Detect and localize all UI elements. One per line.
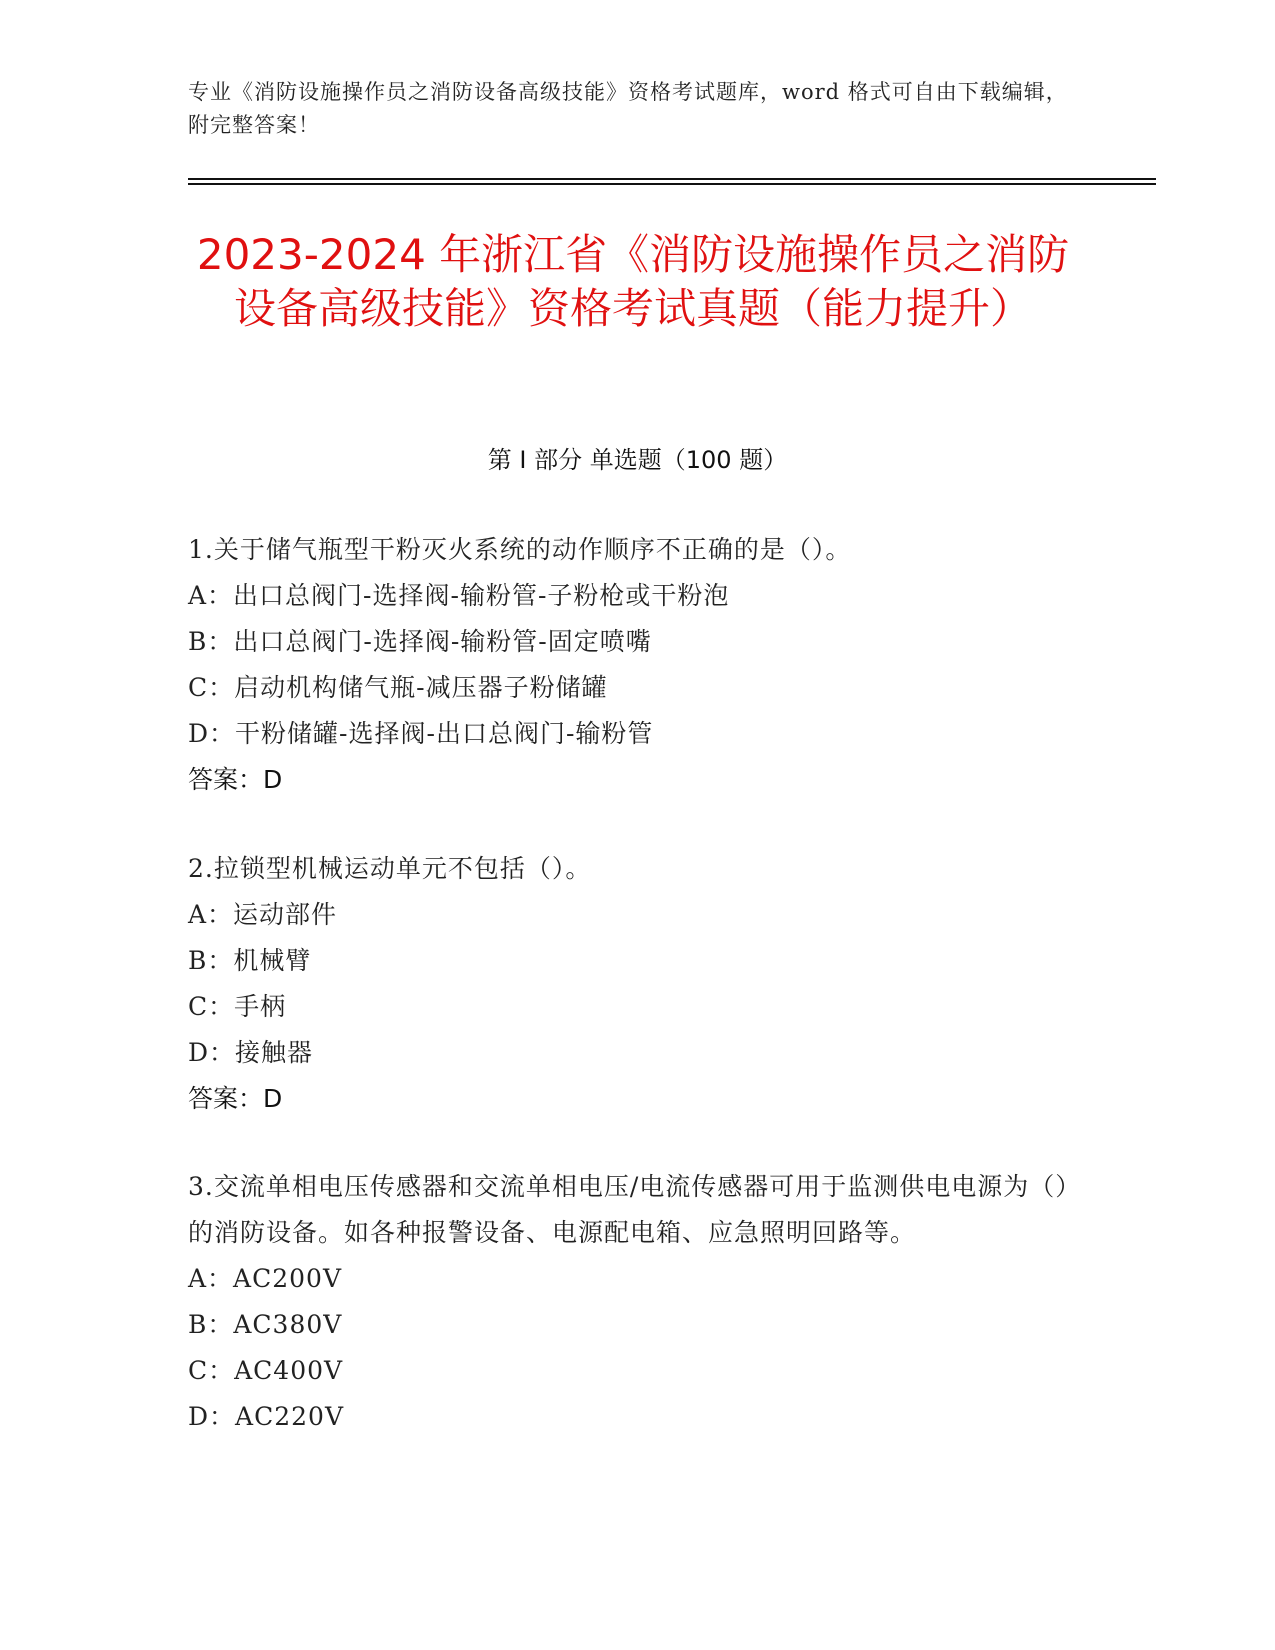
question-1 <box>188 527 1088 803</box>
option-b: B：出口总阀门-选择阀-输粉管-固定喷嘴 <box>188 627 652 656</box>
option-a: A：出口总阀门-选择阀-输粉管-子粉枪或干粉泡 <box>188 581 730 610</box>
question-3 <box>188 1164 1088 1440</box>
option-d: D：接触器 <box>188 1038 314 1067</box>
question-stem: 1.关于储气瓶型干粉灭火系统的动作顺序不正确的是（）。 <box>188 535 852 564</box>
option-c: C：AC400V <box>188 1356 344 1385</box>
answer: 答案：D <box>188 765 283 794</box>
header-divider-top <box>188 178 1156 180</box>
option-b: B：AC380V <box>188 1310 343 1339</box>
option-c: C：手柄 <box>188 992 287 1021</box>
document-title: 2023-2024 年浙江省《消防设施操作员之消防设备高级技能》资格考试真题（能力提升） <box>196 230 1070 333</box>
question-2 <box>188 846 1088 1122</box>
option-d: D：AC220V <box>188 1402 344 1431</box>
header-note: 专业《消防设施操作员之消防设备高级技能》资格考试题库，word 格式可自由下载编辑，附完整答案！ <box>188 80 1068 137</box>
option-a: A：运动部件 <box>188 900 338 929</box>
answer: 答案：D <box>188 1084 283 1113</box>
option-c: C：启动机构储气瓶-减压器子粉储罐 <box>188 673 608 702</box>
header-divider-bottom <box>188 183 1156 185</box>
option-a: A：AC200V <box>188 1264 343 1293</box>
option-b: B：机械臂 <box>188 946 312 975</box>
question-stem: 3.交流单相电压传感器和交流单相电压/电流传感器可用于监测供电电源为（）的消防设备。如各种报警设备、电源配电箱、应急照明回路等。 <box>188 1172 1082 1247</box>
section-title: 第 I 部分 单选题（100 题） <box>487 446 788 474</box>
question-stem: 2.拉锁型机械运动单元不包括（）。 <box>188 854 592 883</box>
option-d: D：干粉储罐-选择阀-出口总阀门-输粉管 <box>188 719 654 748</box>
